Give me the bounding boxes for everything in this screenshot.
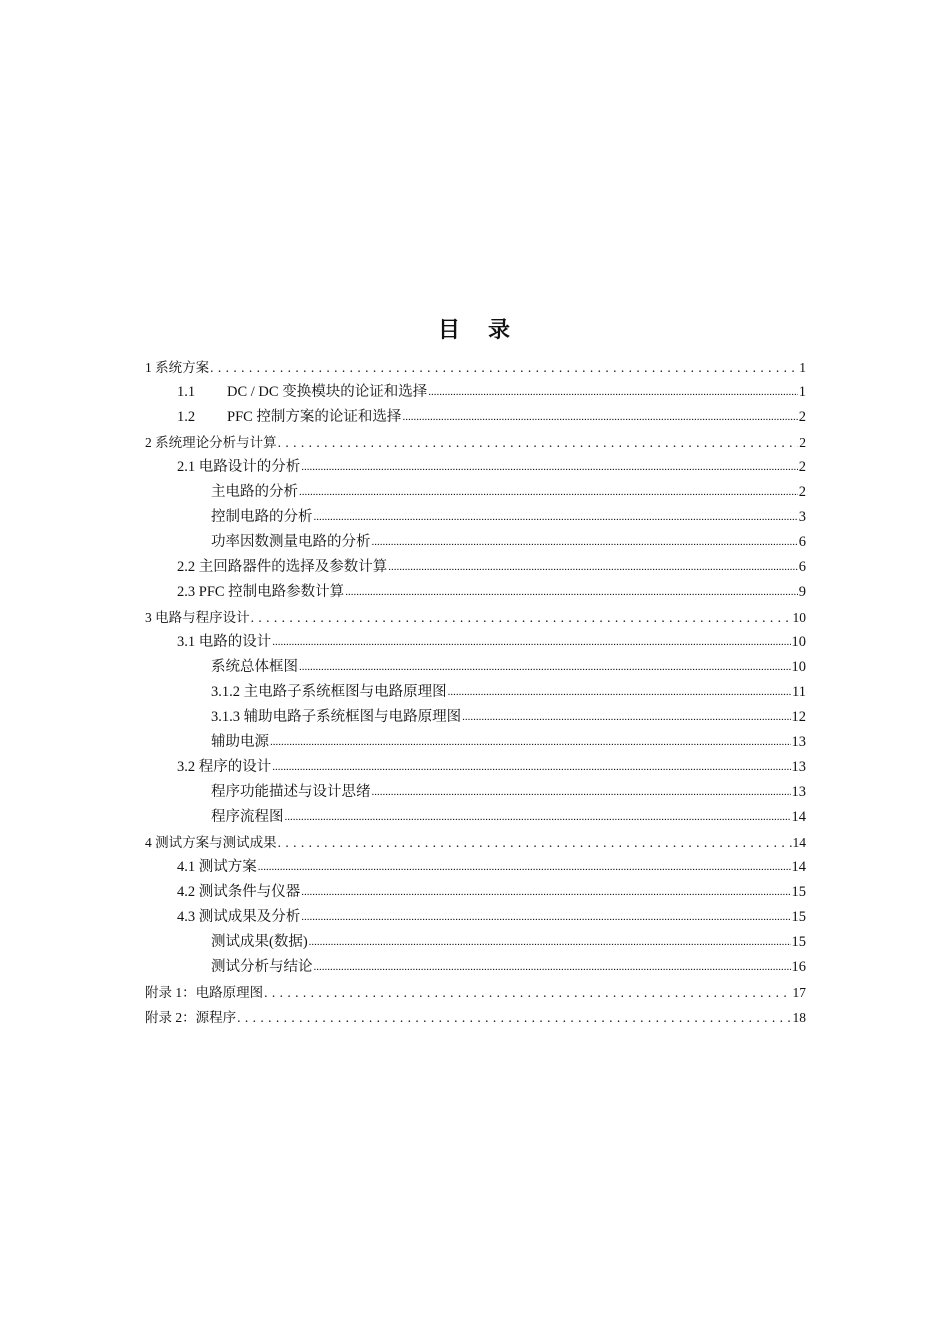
title-char-1: 目 [437, 317, 462, 343]
toc-dot-leader [314, 504, 798, 530]
toc-dot-leader [448, 679, 791, 705]
toc-dot-leader [299, 654, 791, 680]
toc-entry-label [177, 380, 427, 405]
toc-entry-label: 辅助电源 [211, 734, 269, 750]
toc-page-number: 6 [798, 559, 806, 575]
toc-dot-leader [299, 479, 798, 505]
toc-entry-label: 3.2 程序的设计 [177, 759, 272, 775]
toc-page-number: 2 [799, 435, 806, 450]
toc-page-number: 2 [798, 459, 806, 475]
toc-entry[interactable] [145, 680, 806, 705]
toc-page-number: 13 [791, 784, 806, 800]
toc-entry-label: 2 系统理论分析与计算 [145, 435, 277, 450]
toc-dot-leader [372, 779, 791, 805]
toc-entry[interactable] [145, 555, 806, 580]
toc-page-number: 9 [798, 584, 806, 600]
toc-dot-leader [278, 430, 799, 455]
toc-page-number: 17 [792, 985, 806, 1000]
toc-page-number: 13 [791, 759, 806, 775]
toc-entry-label: 4.3 测试成果及分析 [177, 909, 301, 925]
toc-dot-leader [285, 804, 791, 830]
toc-entry-number: 1.2 [177, 409, 196, 425]
toc-entry-label: 4.2 测试条件与仪器 [177, 884, 301, 900]
toc-dot-leader [270, 729, 791, 755]
table-of-contents [145, 355, 806, 1030]
toc-entry-label: 功率因数测量电路的分析 [211, 534, 371, 550]
toc-entry[interactable] [145, 355, 806, 380]
toc-dot-leader [258, 854, 791, 880]
toc-dot-leader [428, 379, 798, 405]
toc-entry-label: 3.1.2 主电路子系统框图与电路原理图 [211, 684, 447, 700]
toc-entry-label: 程序流程图 [211, 809, 284, 825]
toc-page-number: 15 [791, 934, 806, 950]
toc-entry[interactable] [145, 980, 806, 1005]
toc-page-number: 10 [791, 659, 806, 675]
toc-entry[interactable] [145, 455, 806, 480]
toc-entry[interactable] [145, 955, 806, 980]
toc-page-number: 1 [798, 384, 806, 400]
toc-entry[interactable] [145, 780, 806, 805]
toc-dot-leader [301, 904, 790, 930]
toc-entry-label [177, 405, 401, 430]
toc-page-number: 1 [799, 360, 806, 375]
toc-entry[interactable] [145, 480, 806, 505]
page-title [0, 313, 950, 344]
toc-entry-text: DC / DC 变换模块的论证和选择 [227, 384, 428, 400]
toc-entry-label: 控制电路的分析 [211, 509, 313, 525]
toc-entry[interactable] [145, 630, 806, 655]
toc-entry-label: 4 测试方案与测试成果 [145, 835, 277, 850]
toc-entry[interactable] [145, 580, 806, 605]
toc-dot-leader [388, 554, 798, 580]
toc-page-number: 2 [798, 484, 806, 500]
toc-entry[interactable] [145, 405, 806, 430]
toc-page-number: 3 [798, 509, 806, 525]
toc-page-number: 14 [792, 835, 806, 850]
title-char-2: 录 [488, 317, 513, 343]
toc-entry[interactable] [145, 705, 806, 730]
toc-entry[interactable] [145, 605, 806, 630]
toc-entry[interactable] [145, 430, 806, 455]
toc-dot-leader [251, 605, 792, 630]
toc-dot-leader [237, 1005, 791, 1030]
toc-entry[interactable] [145, 505, 806, 530]
toc-entry-label: 程序功能描述与设计思绪 [211, 784, 371, 800]
toc-page-number: 15 [791, 884, 806, 900]
toc-entry[interactable] [145, 730, 806, 755]
toc-page-number: 14 [791, 859, 806, 875]
toc-entry[interactable] [145, 380, 806, 405]
toc-entry-number: 1.1 [177, 384, 196, 400]
toc-entry[interactable] [145, 655, 806, 680]
toc-entry-label: 测试成果(数据) [211, 934, 308, 950]
toc-page-number: 16 [791, 959, 806, 975]
toc-dot-leader [272, 754, 790, 780]
toc-dot-leader [210, 355, 798, 380]
toc-entry[interactable] [145, 530, 806, 555]
toc-entry-label: 3.1 电路的设计 [177, 634, 272, 650]
toc-dot-leader [309, 929, 791, 955]
toc-entry-label: 附录 2：源程序 [145, 1010, 237, 1025]
toc-dot-leader [301, 879, 790, 905]
toc-page-number: 18 [792, 1010, 806, 1025]
toc-page-number: 12 [791, 709, 806, 725]
toc-page-number: 15 [791, 909, 806, 925]
toc-page-number: 10 [792, 610, 806, 625]
toc-entry-label: 附录 1：电路原理图 [145, 985, 264, 1000]
toc-dot-leader [272, 629, 790, 655]
toc-page-number: 14 [791, 809, 806, 825]
toc-entry-text: PFC 控制方案的论证和选择 [227, 409, 402, 425]
toc-entry-label: 系统总体框图 [211, 659, 298, 675]
toc-page-number: 6 [798, 534, 806, 550]
toc-entry[interactable] [145, 930, 806, 955]
toc-page-number: 2 [798, 409, 806, 425]
toc-entry-label: 主电路的分析 [211, 484, 298, 500]
toc-entry[interactable] [145, 830, 806, 855]
toc-dot-leader [314, 954, 791, 980]
toc-page-number: 11 [792, 684, 806, 700]
toc-page-number: 10 [791, 634, 806, 650]
toc-entry[interactable] [145, 855, 806, 880]
toc-page-number: 13 [791, 734, 806, 750]
toc-entry[interactable] [145, 905, 806, 930]
toc-dot-leader [301, 454, 798, 480]
toc-entry[interactable] [145, 1005, 806, 1030]
toc-dot-leader [345, 579, 798, 605]
toc-entry[interactable] [145, 755, 806, 780]
toc-entry-label: 测试分析与结论 [211, 959, 313, 975]
toc-dot-leader [402, 404, 797, 430]
toc-entry[interactable] [145, 805, 806, 830]
toc-entry-label: 2.1 电路设计的分析 [177, 459, 301, 475]
toc-entry-label: 3.1.3 辅助电路子系统框图与电路原理图 [211, 709, 462, 725]
toc-entry[interactable] [145, 880, 806, 905]
toc-entry-label: 1 系统方案 [145, 360, 210, 375]
toc-entry-label: 2.2 主回路器件的选择及参数计算 [177, 559, 388, 575]
toc-entry-label: 4.1 测试方案 [177, 859, 257, 875]
toc-entry-label: 3 电路与程序设计 [145, 610, 250, 625]
toc-dot-leader [462, 704, 790, 730]
toc-dot-leader [278, 830, 792, 855]
toc-dot-leader [264, 980, 791, 1005]
toc-entry-label: 2.3 PFC 控制电路参数计算 [177, 584, 345, 600]
toc-dot-leader [372, 529, 798, 555]
